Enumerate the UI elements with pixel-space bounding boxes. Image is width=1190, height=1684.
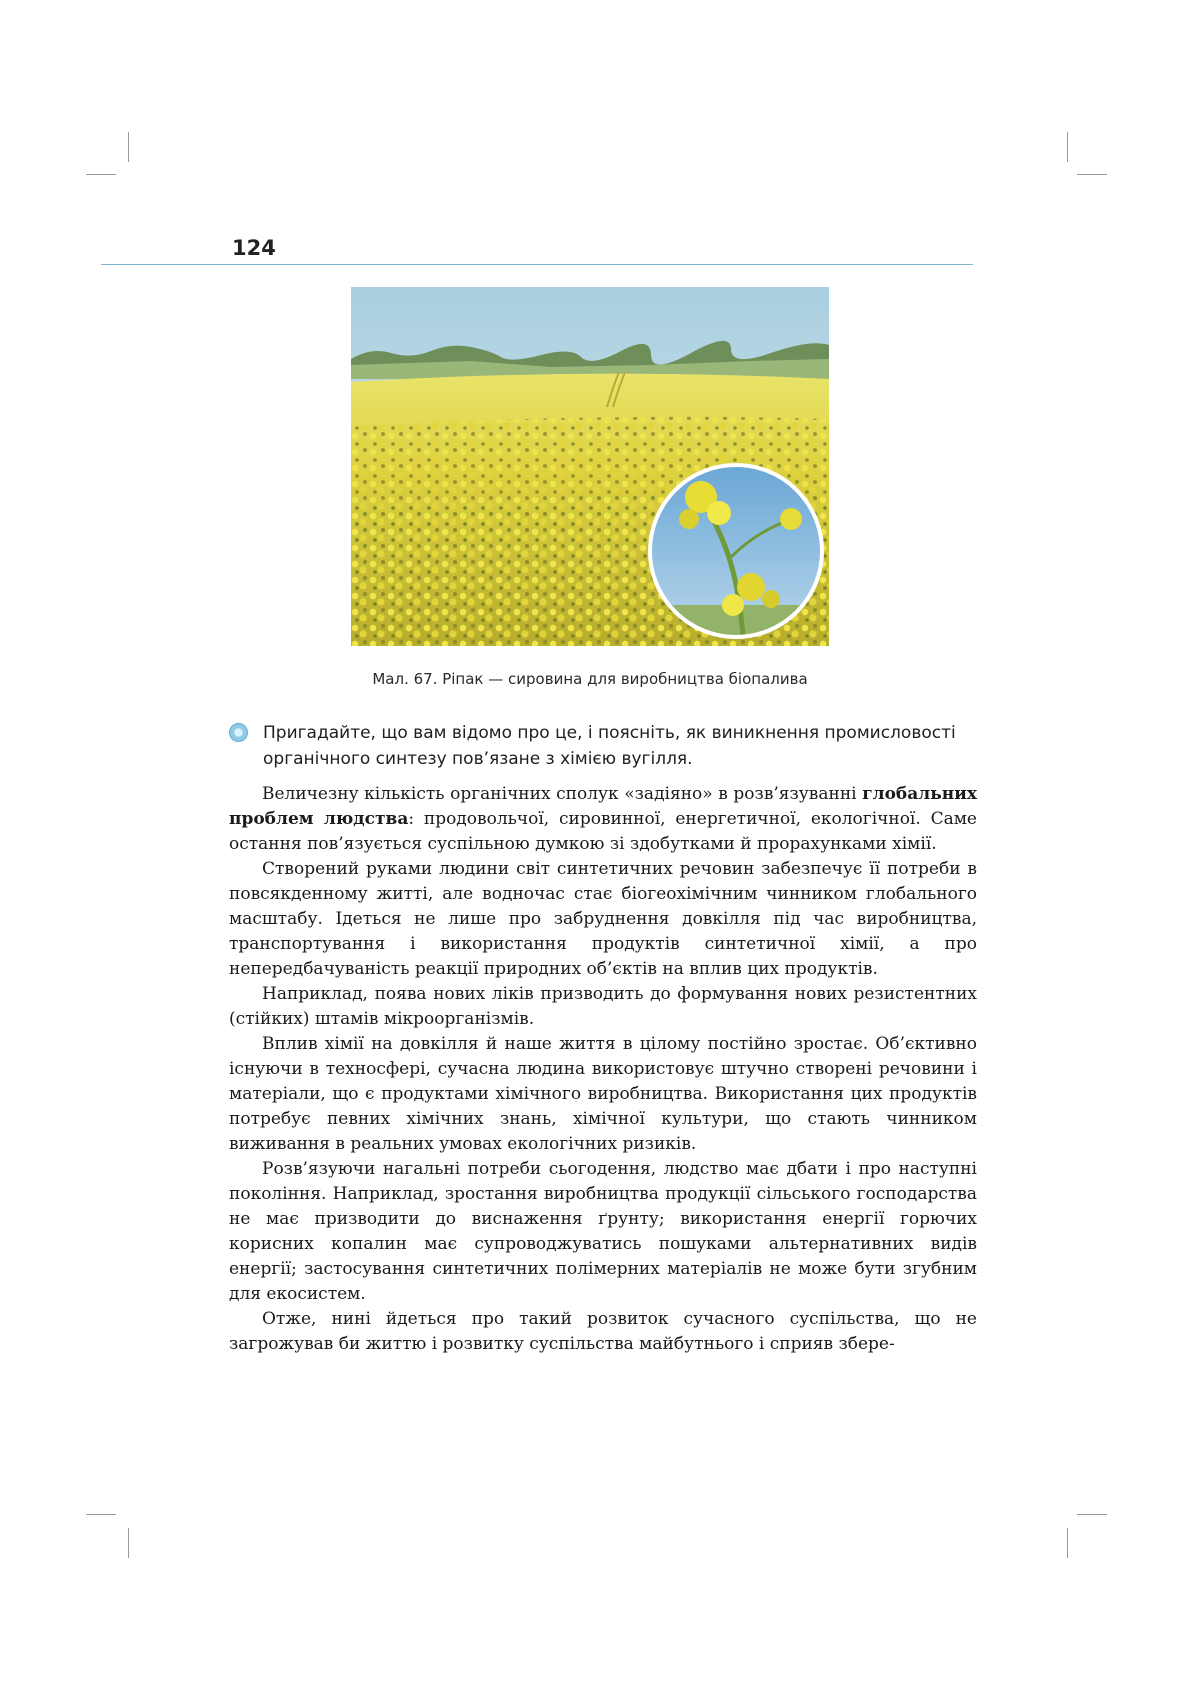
bullet-circle-icon xyxy=(229,723,248,742)
question-text: Пригадайте, що вам відомо про це, і поясніть, як виникнення промисловості органічного синтезу пов’язане з хімією вугілля. xyxy=(263,723,956,769)
crop-mark xyxy=(128,132,129,162)
paragraph: Величезну кількість органічних сполук «задіяно» в розв’язуванні глобальних проблем людства: продовольчої, сировинної, енергетичної, екологічної. Саме остання пов’язується суспільною думкою зі здобутками й прорахунками хімії. xyxy=(229,784,977,854)
bold-term: глобальних проблем людства xyxy=(229,784,977,829)
paragraph: Вплив хімії на довкілля й наше життя в цілому постійно зростає. Об’єктивно існуючи в техносфері, сучасна людина використовує штучно створені речовини і матеріали, що є продуктами хімічного виробництва. Використання цих продуктів потребує певних хімічних знань, хімічної культури, що стають чинником виживання в реальних умовах екологічних ризиків. xyxy=(229,1034,977,1154)
crop-mark xyxy=(1077,174,1107,175)
figure-caption: Мал. 67. Ріпак — сировина для виробництва біопалива xyxy=(372,670,808,688)
crop-mark xyxy=(1077,1514,1107,1515)
header-rule xyxy=(101,264,973,265)
paragraph: Створений руками людини світ синтетичних речовин забезпечує її потреби в повсякденному житті, але водночас стає біогеохімічним чинником глобального масштабу. Ідеться не лише про забруднення довкілля під час виробництва, транспортування і використання продуктів синтетичної хімії, а про непередбачуваність реакції природних об’єктів на вплив цих продуктів. xyxy=(229,859,977,979)
paragraph: Наприклад, поява нових ліків призводить до формування нових резистентних (стійких) штамів мікроорганізмів. xyxy=(229,984,977,1029)
crop-mark xyxy=(1067,132,1068,162)
body-text xyxy=(229,782,977,1357)
crop-mark xyxy=(86,174,116,175)
crop-mark xyxy=(128,1528,129,1558)
rapeseed-field-photo xyxy=(351,287,829,646)
paragraph: Отже, нині йдеться про такий розвиток сучасного суспільства, що не загрожував би життю і розвитку суспільства майбутнього і сприяв збере- xyxy=(229,1309,977,1354)
page-number: 124 xyxy=(232,236,276,260)
paragraph: Розв’язуючи нагальні потреби сьогодення, людство має дбати і про наступні покоління. Наприклад, зростання виробництва продукції сільського господарства не має призводити до виснаження ґрунту; використання енергії горючих корисних копалин має супроводжуватись пошуками альтернативних видів енергії; застосування синтетичних полімерних матеріалів не може бути згубним для екосистем. xyxy=(229,1159,977,1304)
crop-mark xyxy=(1067,1528,1068,1558)
crop-mark xyxy=(86,1514,116,1515)
question-block xyxy=(229,720,977,772)
